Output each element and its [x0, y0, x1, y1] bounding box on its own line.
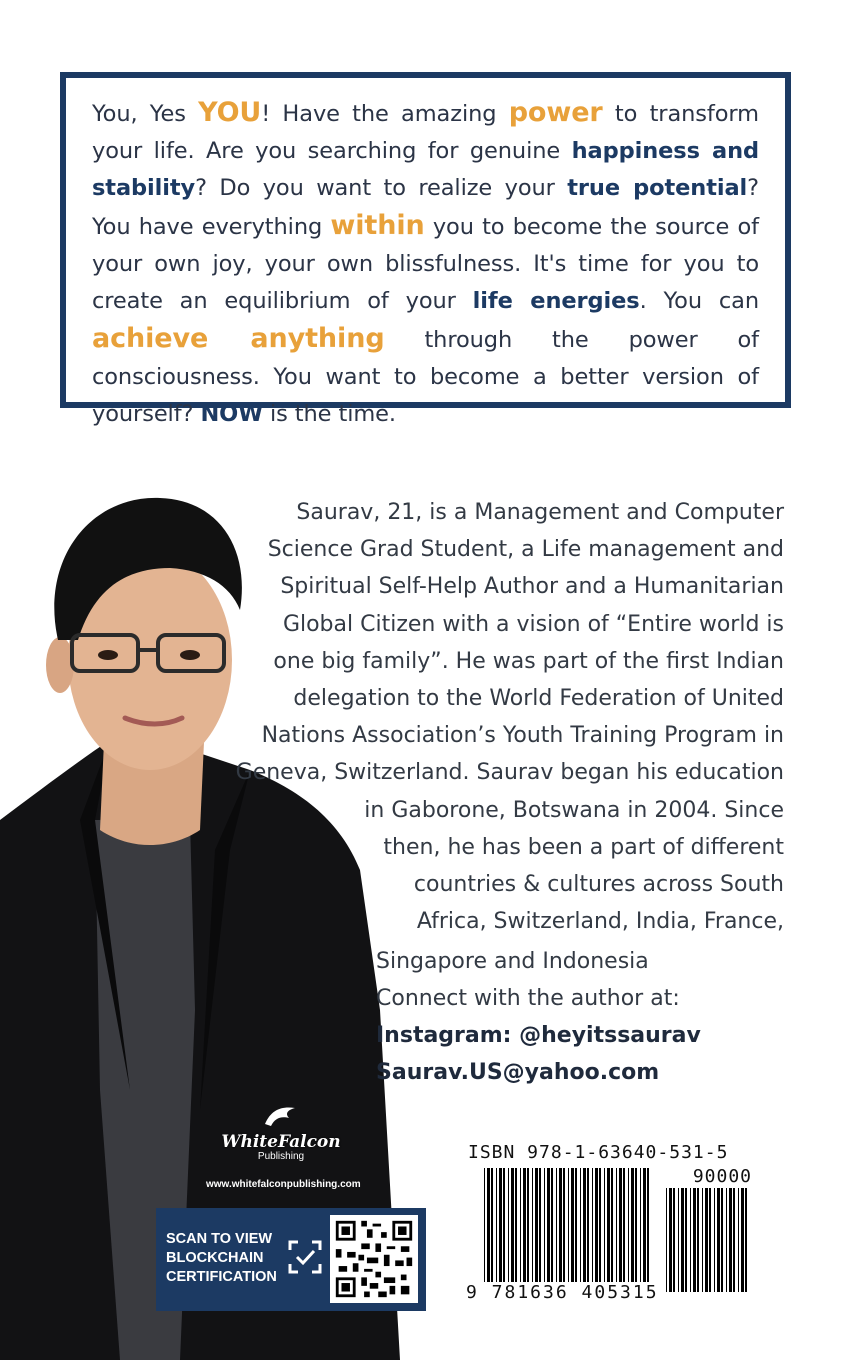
- barcode-bar: [721, 1188, 723, 1292]
- barcode-addon: [666, 1188, 750, 1292]
- barcode-bar: [685, 1188, 687, 1292]
- emphasis-now: NOW: [200, 401, 263, 427]
- barcode-bar: [702, 1188, 703, 1292]
- bio-line: Africa, Switzerland, India, France,: [416, 909, 784, 935]
- barcode-bar: [580, 1168, 581, 1292]
- barcode-bar: [628, 1168, 629, 1292]
- isbn-digits: 9 781636 405315: [466, 1282, 659, 1303]
- blurb-segment: ! Have the amazing: [261, 101, 509, 127]
- barcode-bar: [511, 1168, 514, 1292]
- barcode-bar: [690, 1188, 691, 1292]
- bio-line: in Gaborone, Botswana in 2004. Since: [364, 797, 784, 823]
- barcode-bar: [568, 1168, 569, 1292]
- barcode-bar: [733, 1188, 735, 1292]
- barcode-bar: [539, 1168, 541, 1292]
- isbn-barcode: [460, 1140, 760, 1310]
- barcode-bar: [709, 1188, 711, 1292]
- barcode-bar: [619, 1168, 622, 1292]
- barcode-bar: [604, 1168, 605, 1292]
- qr-code-icon[interactable]: [330, 1215, 418, 1303]
- barcode-bar: [556, 1168, 557, 1292]
- highlight-within: within: [330, 210, 425, 241]
- emphasis-happiness: happiness and stability: [92, 138, 760, 201]
- bio-line: one big family”. He was part of the first Indian: [273, 648, 784, 674]
- barcode-bar: [607, 1168, 610, 1292]
- barcode-bar: [508, 1168, 509, 1292]
- barcode-bar: [669, 1188, 672, 1292]
- bio-line: delegation to the World Federation of United: [293, 686, 784, 712]
- bio-line: Science Grad Student, a Life management and: [267, 537, 784, 563]
- barcode-bar: [647, 1168, 649, 1292]
- blurb-segment: ? You have everything: [92, 175, 760, 240]
- author-contact: [376, 949, 701, 1091]
- barcode-bar: [503, 1168, 505, 1292]
- blurb-segment: ? Do you want to realize your: [195, 175, 568, 201]
- emphasis-energies: life energies: [472, 288, 640, 314]
- barcode-bar: [559, 1168, 562, 1292]
- barcode-bar: [640, 1168, 641, 1292]
- barcode-bar: [599, 1168, 601, 1292]
- barcode-bar: [487, 1168, 490, 1292]
- publisher-sub: Publishing: [257, 1151, 305, 1162]
- bio-line: then, he has been a part of different: [383, 834, 784, 860]
- blurb-segment: through the power of consciousness. You want to become a better version of yourself?: [92, 327, 759, 427]
- barcode-bar: [515, 1168, 517, 1292]
- barcode-bar: [523, 1168, 526, 1292]
- scan-label: [166, 1230, 277, 1287]
- barcode-bar: [592, 1168, 593, 1292]
- bio-line: countries & cultures across South: [413, 872, 784, 898]
- connect-label: Connect with the author at:: [376, 986, 680, 1011]
- isbn-label: ISBN 978-1-63640-531-5: [468, 1142, 729, 1163]
- barcode-bar: [616, 1168, 617, 1292]
- barcode-bar: [741, 1188, 744, 1292]
- instagram-handle: Instagram: @heyitssaurav: [376, 1023, 701, 1048]
- author-email: Saurav.US@yahoo.com: [376, 1060, 660, 1085]
- highlight-achieve: achieve anything: [92, 323, 385, 354]
- barcode-bar: [623, 1168, 625, 1292]
- emphasis-potential: true potential: [567, 175, 748, 201]
- barcode-bar: [571, 1168, 574, 1292]
- publisher-url: www.whitefalconpublishing.com: [206, 1179, 361, 1190]
- barcode-bar: [583, 1168, 586, 1292]
- scan-line: BLOCKCHAIN: [166, 1250, 264, 1266]
- barcode-bar: [631, 1168, 634, 1292]
- blurb-segment: . You can: [639, 288, 759, 314]
- barcode-bar: [535, 1168, 538, 1292]
- blurb-segment: is the time.: [262, 401, 396, 427]
- barcode-bar: [726, 1188, 727, 1292]
- falcon-icon: [261, 1104, 301, 1128]
- barcode-bar: [499, 1168, 502, 1292]
- barcode-bar: [693, 1188, 696, 1292]
- bio-line: Geneva, Switzerland. Saurav began his education: [235, 760, 784, 786]
- barcode-bar: [678, 1188, 679, 1292]
- barcode-bar: [575, 1168, 577, 1292]
- barcode-bar: [547, 1168, 550, 1292]
- barcode-bar: [635, 1168, 637, 1292]
- barcode-bar: [551, 1168, 553, 1292]
- bio-last-line: Singapore and Indonesia: [376, 949, 649, 974]
- verify-check-icon: [288, 1240, 322, 1274]
- barcode-bar: [484, 1168, 485, 1292]
- barcode-bar: [532, 1168, 533, 1292]
- blurb-segment: to transform your life. Are you searching for genuine: [92, 101, 759, 164]
- bio-line: Saurav, 21, is a Management and Computer: [296, 500, 784, 525]
- blurb-segment: You, Yes: [92, 101, 199, 127]
- barcode-bar: [673, 1188, 675, 1292]
- blurb-segment: you to become the source of your own joy, your own blissfulness. It's time for you to create an equilibrium of your: [92, 214, 759, 314]
- barcode-main: [484, 1168, 652, 1292]
- highlight-you: YOU: [198, 97, 262, 128]
- barcode-bar: [681, 1188, 684, 1292]
- bio-line: Global Citizen with a vision of “Entire world is: [282, 611, 784, 637]
- barcode-bar: [643, 1168, 646, 1292]
- bio-line: Nations Association’s Youth Training Program in: [261, 723, 784, 749]
- barcode-bar: [745, 1188, 747, 1292]
- barcode-bar: [714, 1188, 715, 1292]
- barcode-bar: [705, 1188, 708, 1292]
- barcode-bar: [520, 1168, 521, 1292]
- publisher-logo: [206, 1104, 361, 1191]
- blurb-box: [60, 72, 791, 427]
- barcode-bar: [563, 1168, 565, 1292]
- publisher-name: WhiteFalcon: [221, 1132, 341, 1152]
- scan-line: SCAN TO VIEW: [166, 1231, 273, 1247]
- barcode-bar: [717, 1188, 720, 1292]
- bio-line: Spiritual Self-Help Author and a Humanitarian: [280, 574, 784, 600]
- barcode-bar: [729, 1188, 732, 1292]
- barcode-bar: [544, 1168, 545, 1292]
- barcode-bar: [496, 1168, 497, 1292]
- author-bio: [224, 494, 784, 940]
- barcode-bar: [587, 1168, 589, 1292]
- barcode-bar: [595, 1168, 598, 1292]
- barcode-bar: [738, 1188, 739, 1292]
- barcode-bar: [666, 1188, 667, 1292]
- scan-line: CERTIFICATION: [166, 1269, 277, 1285]
- barcode-bar: [491, 1168, 493, 1292]
- barcode-bar: [527, 1168, 529, 1292]
- price-code: 90000: [692, 1166, 752, 1187]
- barcode-bar: [611, 1168, 613, 1292]
- blurb-text: [92, 94, 759, 433]
- barcode-bar: [697, 1188, 699, 1292]
- highlight-power: power: [508, 97, 603, 128]
- blockchain-scan-panel[interactable]: [156, 1208, 426, 1311]
